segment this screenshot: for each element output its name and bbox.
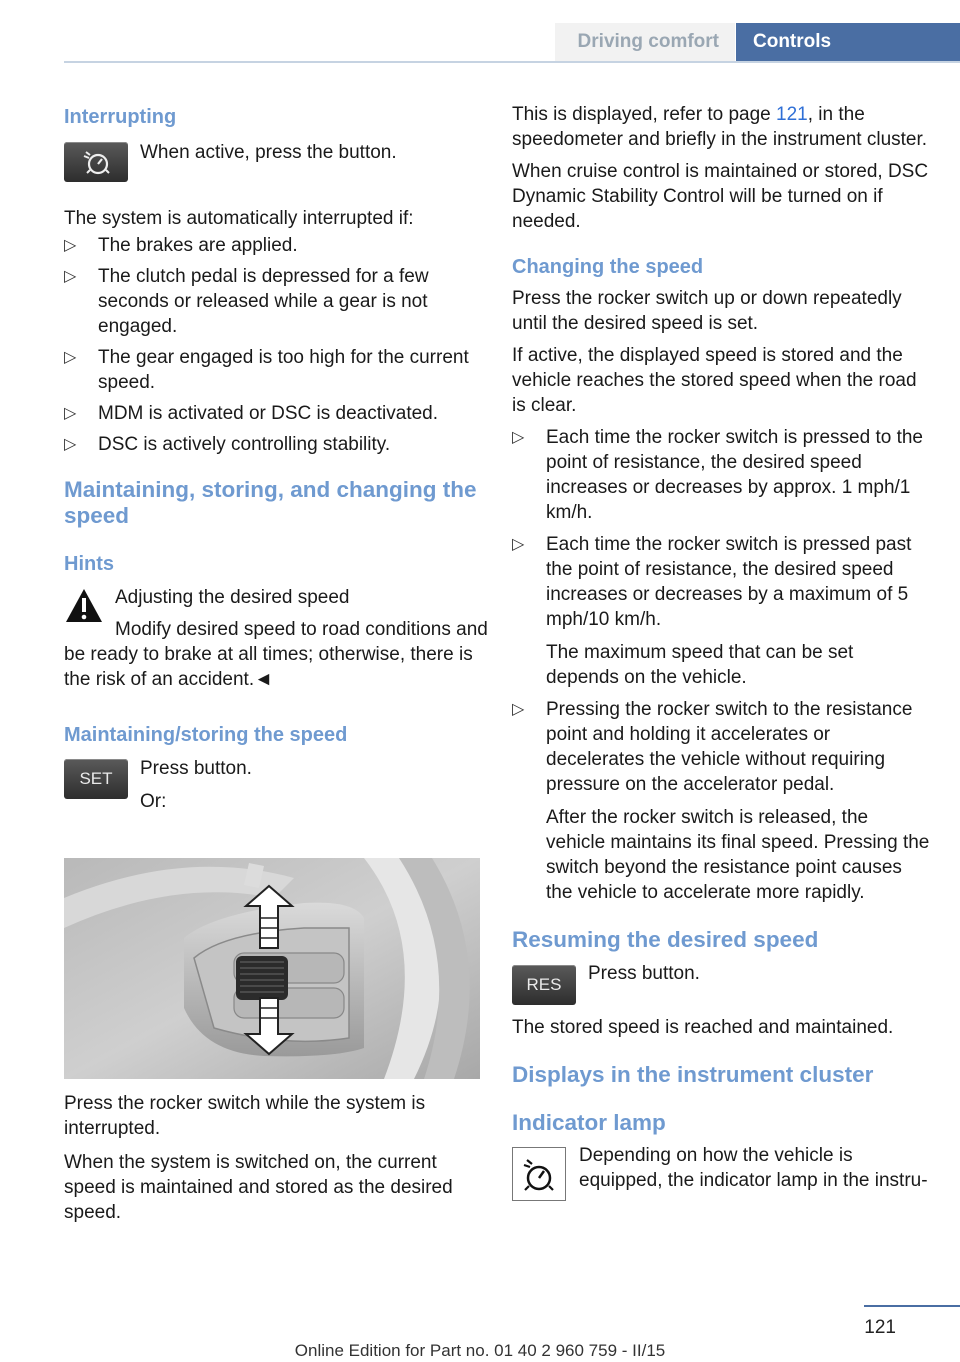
triangle-bullet-icon: ▷ [64, 436, 77, 453]
res-button-label: RES [526, 975, 562, 994]
displayed-text [512, 102, 930, 152]
changing-heading: Changing the speed [512, 256, 704, 278]
interrupt-block [64, 140, 482, 198]
cruise-indicator-icon [513, 1148, 565, 1200]
list-item: ▷ The gear engaged is too high for the current speed. [64, 347, 469, 393]
indicator-lamp-image [512, 1147, 566, 1201]
press-button-text: Press button. [140, 758, 252, 779]
triangle-bullet-icon: ▷ [512, 429, 525, 446]
page-number: 121 [864, 1317, 896, 1338]
changing-list [512, 425, 930, 905]
resuming-press-text: Press button. [588, 963, 700, 984]
set-button-image [64, 759, 128, 799]
header-section-label: Driving comfort [577, 31, 719, 52]
list-item: ▷ MDM is activated or DSC is deactivated. [64, 403, 439, 424]
auto-interrupt-intro: The system is automatically interrupted if: [64, 208, 414, 229]
page-reference-link[interactable]: 121 [776, 104, 808, 125]
list-item: ▷ Each time the rocker switch is pressed to the point of resistance, the desired speed increases or decreases by approx. 1 mph/1 km/h. [512, 427, 923, 523]
set-block [64, 756, 482, 836]
triangle-bullet-icon: ▷ [512, 536, 525, 553]
switched-on-text: When the system is switched on, the current speed is maintained and stored as the desired speed. [64, 1152, 453, 1223]
changing-text1: Press the rocker switch up or down repeatedly until the desired speed is set. [512, 288, 902, 334]
or-text: Or: [140, 791, 167, 812]
header-section-tab [555, 23, 735, 61]
displayed-pre: This is displayed, refer to page [512, 104, 777, 125]
interrupting-text: When active, press the button. [140, 142, 397, 163]
list-item: ▷ The clutch pedal is depressed for a few seconds or released while a gear is not engaged. [64, 266, 429, 337]
right-column [512, 102, 930, 1193]
storing-heading: Maintaining/storing the speed [64, 724, 348, 746]
triangle-bullet-icon: ▷ [64, 237, 77, 254]
hints-heading: Hints [64, 553, 114, 575]
triangle-bullet-icon: ▷ [512, 701, 525, 718]
resuming-text: The stored speed is reached and maintained. [512, 1017, 894, 1038]
left-column [64, 102, 488, 1225]
warning-triangle-icon [64, 587, 104, 625]
triangle-bullet-icon: ▷ [64, 268, 77, 285]
list-item: ▷ Each time the rocker switch is pressed past the point of resistance, the desired speed increases or decreases by a maximum of 5 mph/10 km/h. The maximum speed that can be set depends on the vehicle. [512, 534, 912, 688]
list-item: ▷ DSC is actively controlling stability. [64, 434, 391, 455]
resuming-heading: Resuming the desired speed [512, 927, 819, 952]
changing-text2: If active, the displayed speed is stored and the vehicle reaches the stored speed when the road is clear. [512, 345, 917, 416]
list-item: ▷ The brakes are applied. [64, 235, 298, 256]
interrupting-heading: Interrupting [64, 106, 177, 128]
triangle-bullet-icon: ▷ [64, 349, 77, 366]
cruise-interrupt-button-image [64, 142, 128, 182]
indicator-heading: Indicator lamp [512, 1110, 666, 1135]
maintaining-heading: Maintaining, storing, and changing the speed [64, 477, 477, 528]
warning-text-first [64, 617, 488, 692]
indicator-text: Depending on how the vehicle is equipped, the indicator lamp in the instru- [579, 1145, 928, 1191]
steering-wheel-rocker-image [64, 858, 480, 1079]
displayed-post: , in the speedometer and briefly in the instrument cluster. [512, 104, 928, 150]
warning-title: Adjusting the desired speed [115, 587, 350, 608]
warning-text: Modify desired speed to road conditions and be ready to brake at all times; otherwise, there is the risk of an accident.◄ [64, 619, 488, 690]
res-button-image [512, 965, 576, 1005]
dsc-text: When cruise control is maintained or stored, DSC Dynamic Stability Control will be turned on if needed. [512, 161, 929, 232]
auto-interrupt-list [64, 233, 482, 457]
edition-text: Online Edition for Part no. 01 40 2 960 759 - II/15 [294, 1341, 666, 1360]
res-block [512, 961, 930, 1005]
header-rule [64, 61, 960, 63]
footer-rule [864, 1305, 960, 1307]
rocker-text: Press the rocker switch while the system is interrupted. [64, 1093, 426, 1139]
indicator-block [512, 1143, 930, 1193]
rocker-switch-illustration [64, 858, 480, 1079]
warning-block [64, 585, 488, 692]
header-chapter-tab [736, 23, 960, 61]
displays-heading: Displays in the instrument cluster [512, 1062, 874, 1087]
list-item: ▷ Pressing the rocker switch to the resistance point and holding it accelerates or decelerates the vehicle without requiring pressure on the accelerator pedal. After the rocker switch is released, the vehicle maintains its final speed. Pressing the switch beyond the resistance point causes the vehicle to accelerate more rapidly. [512, 699, 930, 903]
header-chapter-label: Controls [753, 31, 832, 52]
cruise-control-icon [64, 142, 128, 182]
triangle-bullet-icon: ▷ [64, 405, 77, 422]
set-button-label: SET [79, 769, 113, 788]
